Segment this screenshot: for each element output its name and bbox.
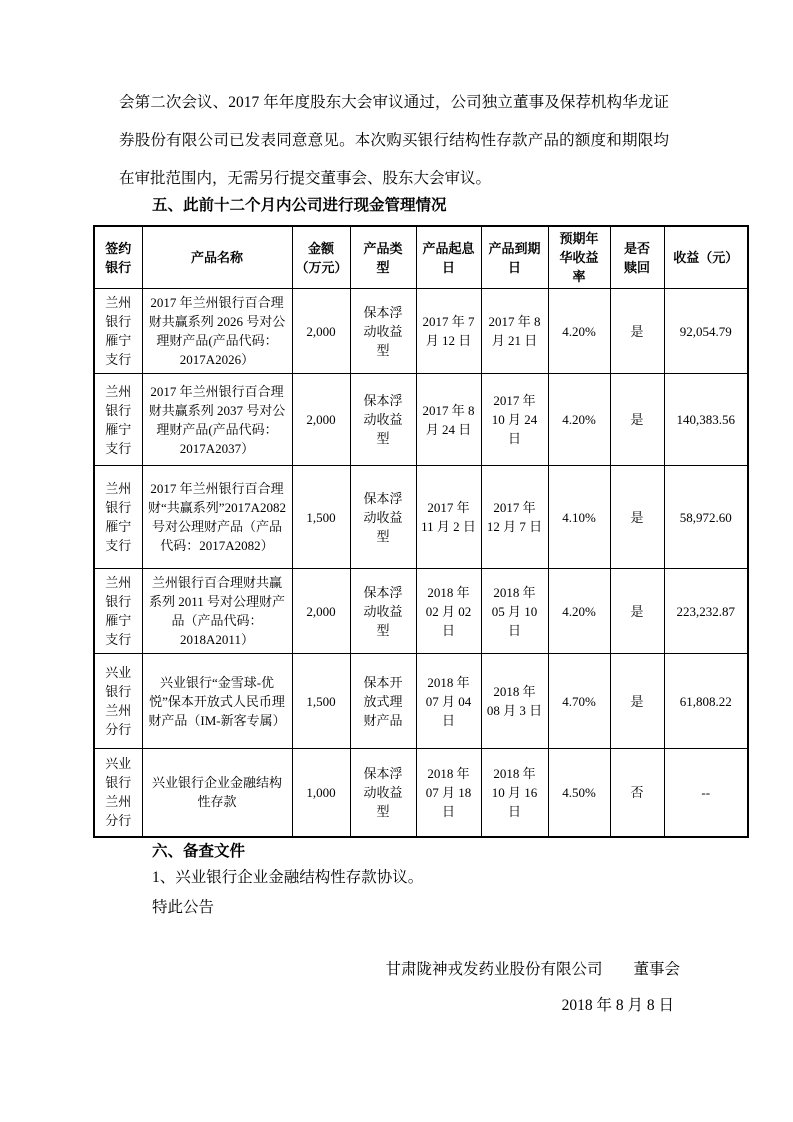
- cell-bank: 兴业银行兰州分行: [94, 654, 142, 749]
- section-5-heading: 五、此前十二个月内公司进行现金管理情况: [152, 197, 447, 214]
- signature-date: 2018 年 8 月 8 日: [561, 997, 674, 1014]
- cell-start-date: 2017 年 7 月 12 日: [416, 289, 481, 374]
- col-header-rate: 预期年华收益率: [548, 226, 610, 289]
- col-header-redeemed: 是否赎回: [610, 226, 664, 289]
- cell-end-date: 2018 年 08 月 3 日: [481, 654, 548, 749]
- cell-product: 兴业银行企业金融结构性存款: [142, 749, 292, 837]
- cell-product: 2017 年兰州银行百合理财共赢系列 2037 号对公理财产品(产品代码：2017A2037）: [142, 374, 292, 466]
- cell-redeemed: 否: [610, 749, 664, 837]
- table-row: [94, 749, 748, 837]
- table-header-row: [94, 226, 748, 289]
- cell-income: 140,383.56: [664, 374, 748, 466]
- cell-redeemed: 是: [610, 289, 664, 374]
- col-header-type: 产品类型: [350, 226, 416, 289]
- cell-redeemed: 是: [610, 654, 664, 749]
- cell-bank: 兰州银行雁宁支行: [94, 374, 142, 466]
- cell-end-date: 2017 年 8 月 21 日: [481, 289, 548, 374]
- cell-type: 保本浮动收益型: [350, 569, 416, 654]
- cell-type: 保本浮动收益型: [350, 289, 416, 374]
- cell-product: 兴业银行“金雪球-优悦”保本开放式人民币理财产品（IM-新客专属）: [142, 654, 292, 749]
- table-row: [94, 466, 748, 569]
- cell-rate: 4.50%: [548, 749, 610, 837]
- cell-start-date: 2018 年 07 月 04 日: [416, 654, 481, 749]
- cell-start-date: 2018 年 02 月 02 日: [416, 569, 481, 654]
- cell-type: 保本开放式理财产品: [350, 654, 416, 749]
- cell-rate: 4.10%: [548, 466, 610, 569]
- cell-end-date: 2017 年 10 月 24 日: [481, 374, 548, 466]
- cell-product: 2017 年兰州银行百合理财共赢系列 2026 号对公理财产品(产品代码：2017A2026）: [142, 289, 292, 374]
- cell-start-date: 2018 年 07 月 18 日: [416, 749, 481, 837]
- cell-end-date: 2017 年 12 月 7 日: [481, 466, 548, 569]
- cell-redeemed: 是: [610, 569, 664, 654]
- cell-bank: 兰州银行雁宁支行: [94, 466, 142, 569]
- cell-bank: 兰州银行雁宁支行: [94, 289, 142, 374]
- col-header-bank: 签约银行: [94, 226, 142, 289]
- cell-income: --: [664, 749, 748, 837]
- cell-amount: 1,000: [292, 749, 350, 837]
- cell-type: 保本浮动收益型: [350, 749, 416, 837]
- cell-redeemed: 是: [610, 374, 664, 466]
- cash-management-table: [93, 225, 749, 838]
- cell-income: 58,972.60: [664, 466, 748, 569]
- cell-type: 保本浮动收益型: [350, 466, 416, 569]
- cell-product: 兰州银行百合理财共赢系列 2011 号对公理财产品（产品代码：2018A2011）: [142, 569, 292, 654]
- cell-amount: 1,500: [292, 654, 350, 749]
- table-row: [94, 654, 748, 749]
- cell-bank: 兴业银行兰州分行: [94, 749, 142, 837]
- closing-statement: 特此公告: [152, 899, 215, 916]
- cell-product: 2017 年兰州银行百合理财“共赢系列”2017A2082 号对公理财产品（产品代码：2017A2082）: [142, 466, 292, 569]
- cell-end-date: 2018 年 10 月 16 日: [481, 749, 548, 837]
- cell-rate: 4.20%: [548, 374, 610, 466]
- intro-paragraph: 会第二次会议、2017 年年度股东大会审议通过，公司独立董事及保荐机构华龙证券股份有限公司已发表同意意见。本次购买银行结构性存款产品的额度和期限均在审批范围内，无需另行提交董事会、股东大会审议。: [119, 94, 669, 187]
- cell-income: 223,232.87: [664, 569, 748, 654]
- cell-amount: 2,000: [292, 374, 350, 466]
- cell-rate: 4.20%: [548, 289, 610, 374]
- table-row: [94, 289, 748, 374]
- col-header-income: 收益（元）: [664, 226, 748, 289]
- section-6-heading: 六、备查文件: [152, 843, 246, 860]
- cell-income: 61,808.22: [664, 654, 748, 749]
- cell-rate: 4.20%: [548, 569, 610, 654]
- cell-start-date: 2017 年 11 月 2 日: [416, 466, 481, 569]
- table-row: [94, 569, 748, 654]
- signature-company: 甘肃陇神戎发药业股份有限公司 董事会: [385, 961, 680, 978]
- cell-amount: 2,000: [292, 569, 350, 654]
- cell-amount: 2,000: [292, 289, 350, 374]
- cell-type: 保本浮动收益型: [350, 374, 416, 466]
- col-header-product: 产品名称: [142, 226, 292, 289]
- cell-amount: 1,500: [292, 466, 350, 569]
- cell-income: 92,054.79: [664, 289, 748, 374]
- cell-rate: 4.70%: [548, 654, 610, 749]
- cell-start-date: 2017 年 8 月 24 日: [416, 374, 481, 466]
- col-header-amount: 金额（万元）: [292, 226, 350, 289]
- table-row: [94, 374, 748, 466]
- col-header-start-date: 产品起息日: [416, 226, 481, 289]
- cell-bank: 兰州银行雁宁支行: [94, 569, 142, 654]
- cell-redeemed: 是: [610, 466, 664, 569]
- col-header-end-date: 产品到期日: [481, 226, 548, 289]
- reference-document-item: 1、兴业银行企业金融结构性存款协议。: [152, 869, 424, 886]
- cell-end-date: 2018 年 05 月 10 日: [481, 569, 548, 654]
